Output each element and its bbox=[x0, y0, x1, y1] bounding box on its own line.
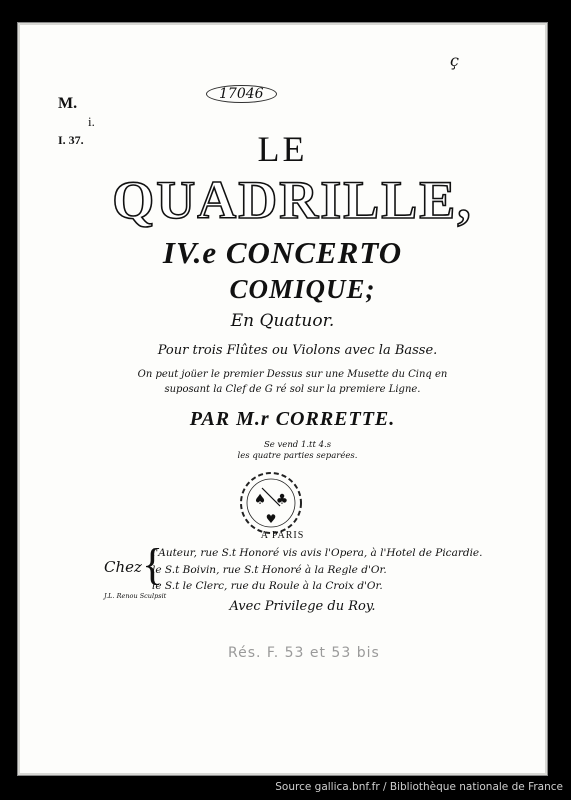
chez-label: Chez bbox=[104, 558, 142, 576]
address-line-1: l'Auteur, rue S.t Honoré vis avis l'Opera, à l'Hotel de Picardie. bbox=[152, 547, 483, 559]
musette-note-line-1: On peut joüer le premier Dessus sur une Musette du Cinq en bbox=[137, 369, 448, 380]
instrumentation: Pour trois Flûtes ou Violons avec la Basse. bbox=[157, 343, 438, 358]
pencil-call-number: Rés. F. 53 et 53 bis bbox=[228, 645, 380, 661]
shelfmark-line-3: I. 37. bbox=[58, 133, 84, 147]
title-le: LE bbox=[257, 129, 308, 169]
privilege: Avec Privilege du Roy. bbox=[229, 599, 376, 614]
address-line-3: le S.t le Clerc, rue du Roule à la Croix d'Or. bbox=[152, 580, 383, 592]
shelfmark-line-2: i. bbox=[88, 114, 95, 129]
shelfmark-line-1: M. bbox=[58, 95, 78, 112]
address-brace: { bbox=[142, 540, 164, 589]
price-line-2: les quatre parties separées. bbox=[237, 451, 358, 461]
title-concerto: IV.e CONCERTO bbox=[162, 235, 403, 270]
title-comique: COMIQUE; bbox=[229, 274, 376, 304]
title-page bbox=[17, 22, 548, 776]
source-footer: Source gallica.bnf.fr / Bibliothèque nationale de France bbox=[275, 781, 563, 793]
address-line-2: le S.t Boivin, rue S.t Honoré à la Regle d'Or. bbox=[152, 564, 387, 576]
price-line-1: Se vend 1.tt 4.s bbox=[263, 440, 332, 450]
heart-glyph: ♥ bbox=[265, 512, 277, 526]
spade-glyph: ♠ bbox=[253, 492, 267, 508]
page-label: ç bbox=[450, 51, 459, 70]
musette-note-line-2: suposant la Clef de G ré sol sur la premiere Ligne. bbox=[164, 384, 421, 395]
engraver-credit: J.L. Renou Sculpsit bbox=[104, 592, 167, 600]
inventory-number: 17046 bbox=[206, 85, 277, 103]
title-quadrille: QUADRILLE, bbox=[112, 170, 473, 230]
composer: PAR M.r CORRETTE. bbox=[189, 408, 396, 430]
ornament-emblem bbox=[236, 468, 306, 538]
city: A PARIS bbox=[260, 530, 305, 541]
title-en-quatuor: En Quatuor. bbox=[230, 311, 335, 331]
club-glyph: ♣ bbox=[275, 492, 289, 508]
